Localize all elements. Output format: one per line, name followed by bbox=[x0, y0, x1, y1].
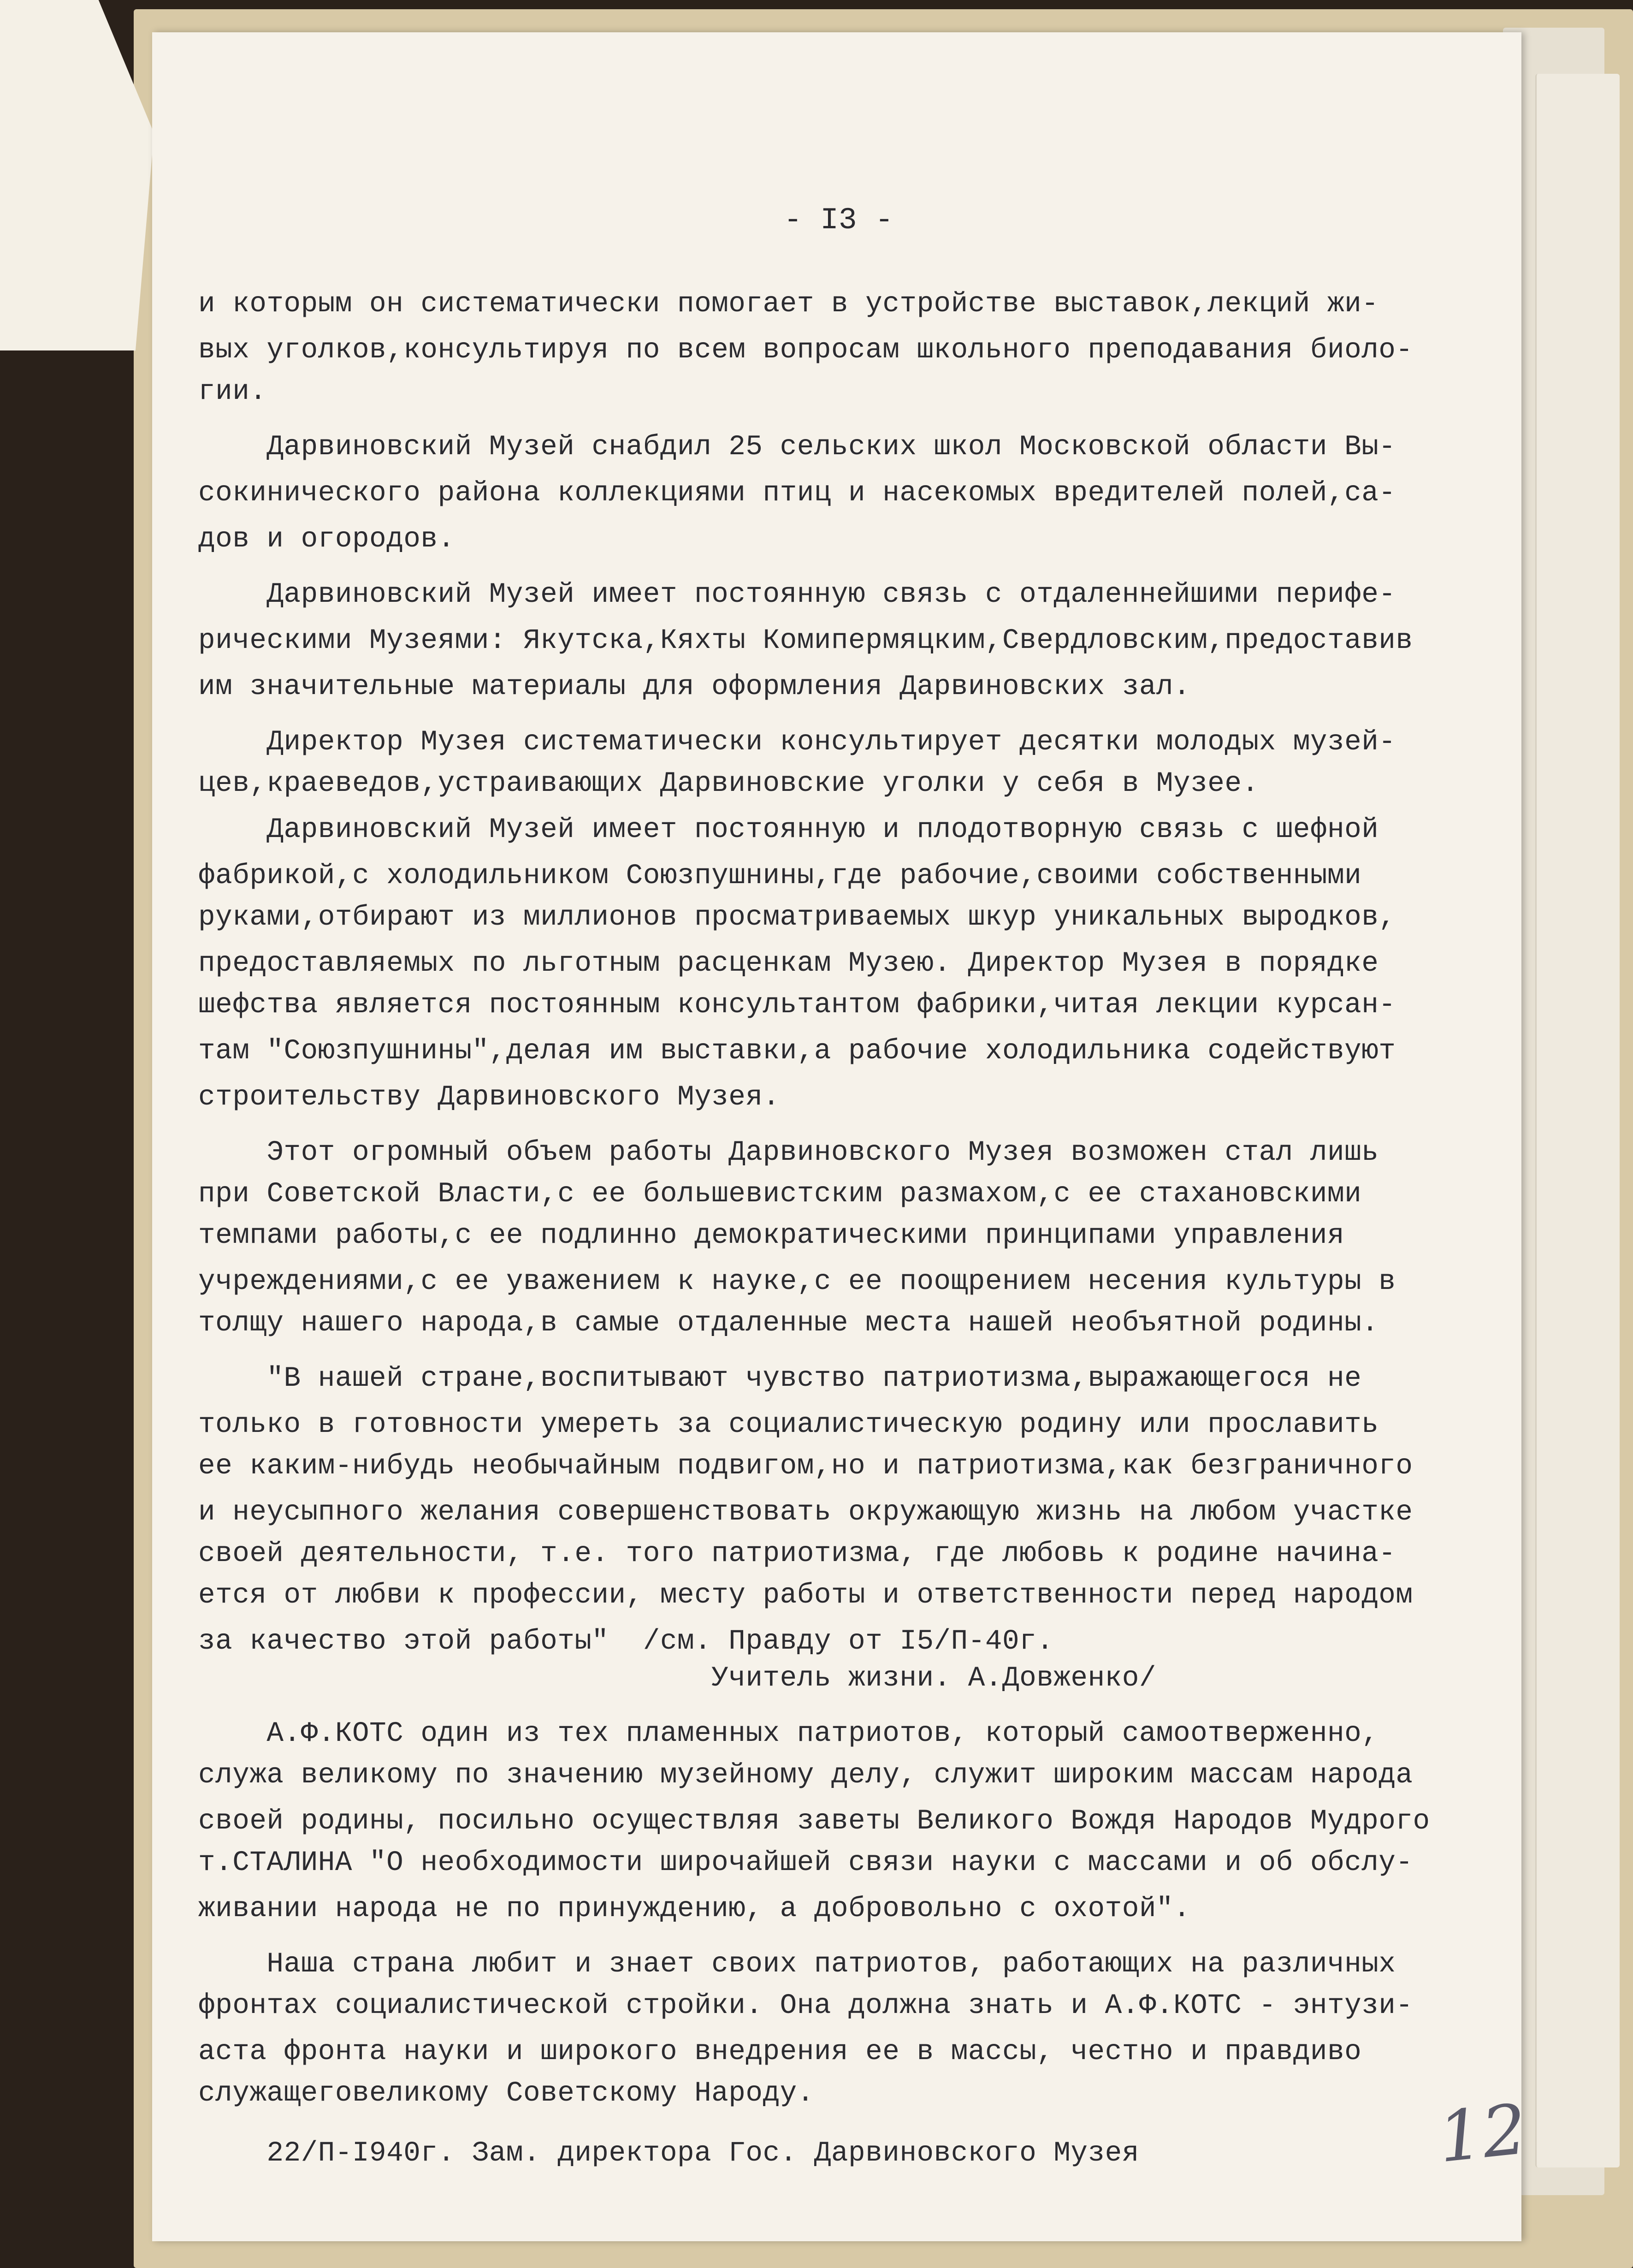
underlying-sheet-edge bbox=[1535, 74, 1620, 2167]
text-line: руками,отбирают из миллионов просматриваемых шкур уникальных выродков, bbox=[198, 902, 1396, 933]
quote-line: своей деятельности, т.е. того патриотизма, где любовь к родине начина- bbox=[198, 1538, 1396, 1570]
text-line: строительству Дарвиновского Музея. bbox=[198, 1081, 780, 1113]
text-line: при Советской Власти,с ее большевистским размахом,с ее стахановскими bbox=[198, 1178, 1362, 1210]
text-line: фабрикой,с холодильником Союзпушнины,где рабочие,своими собственными bbox=[198, 860, 1362, 892]
text-line: дов и огородов. bbox=[198, 523, 455, 555]
text-line: фронтах социалистической стройки. Она должна знать и А.Ф.КОТС - энтузи- bbox=[198, 1990, 1413, 2022]
page-number: - I3 - bbox=[784, 203, 893, 237]
quote-attribution: Учитель жизни. А.Довженко/ bbox=[198, 1662, 1156, 1694]
text-line: живании народа не по принуждению, а добровольно с охотой". bbox=[198, 1893, 1191, 1925]
text-line: А.Ф.КОТС один из тех пламенных патриотов, который самоотверженно, bbox=[198, 1718, 1379, 1750]
text-line: рическими Музеями: Якутска,Кяхты Комипермяцким,Свердловским,предоставив bbox=[198, 625, 1413, 657]
text-line: Этот огромный объем работы Дарвиновского Музея возможен стал лишь bbox=[198, 1137, 1379, 1169]
folded-page-corner bbox=[0, 0, 154, 350]
text-line: гии. bbox=[198, 376, 267, 408]
text-line: т.СТАЛИНА "О необходимости широчайшей связи науки с массами и об обслу- bbox=[198, 1847, 1413, 1879]
quote-line: и неусыпного желания совершенствовать окружающую жизнь на любом участке bbox=[198, 1496, 1413, 1528]
quote-line: за качество этой работы" /см. Правду от I5/П-40г. bbox=[198, 1626, 1054, 1657]
signature-line: 22/П-I940г. Зам. директора Гос. Дарвиновского Музея bbox=[198, 2137, 1139, 2169]
text-line: учреждениями,с ее уважением к науке,с ее поощрением несения культуры в bbox=[198, 1266, 1396, 1298]
archive-folio-number: 12 bbox=[1434, 2089, 1531, 2179]
text-line: там "Союзпушнины",делая им выставки,а рабочие холодильника содействуют bbox=[198, 1035, 1396, 1067]
text-line: вых уголков,консультируя по всем вопросам школьного преподавания биоло- bbox=[198, 334, 1413, 366]
text-line: цев,краеведов,устраивающих Дарвиновские уголки у себя в Музее. bbox=[198, 768, 1259, 800]
text-line: своей родины, посильно осуществляя заветы Великого Вождя Народов Мудрого bbox=[198, 1805, 1430, 1837]
text-line: шефства является постоянным консультантом фабрики,читая лекции курсан- bbox=[198, 989, 1396, 1021]
text-line: Наша страна любит и знает своих патриотов, работающих на различных bbox=[198, 1948, 1396, 1980]
text-line: им значительные материалы для оформления Дарвиновских зал. bbox=[198, 671, 1191, 703]
text-line: предоставляемых по льготным расценкам Музею. Директор Музея в порядке bbox=[198, 948, 1379, 980]
typed-page bbox=[152, 32, 1521, 2241]
quote-line: ется от любви к профессии, месту работы и ответственности перед народом bbox=[198, 1579, 1413, 1611]
text-line: Дарвиновский Музей снабдил 25 сельских школ Московской области Вы- bbox=[198, 431, 1396, 463]
text-line: толщу нашего народа,в самые отдаленные места нашей необъятной родины. bbox=[198, 1307, 1379, 1339]
text-line: и которым он систематически помогает в устройстве выставок,лекций жи- bbox=[198, 288, 1379, 320]
quote-line: "В нашей стране,воспитывают чувство патриотизма,выражающегося не bbox=[198, 1363, 1362, 1395]
quote-line: ее каким-нибудь необычайным подвигом,но и патриотизма,как безграничного bbox=[198, 1450, 1413, 1482]
text-line: аста фронта науки и широкого внедрения ее в массы, честно и правдиво bbox=[198, 2036, 1362, 2068]
text-line: Дарвиновский Музей имеет постоянную и плодотворную связь с шефной bbox=[198, 814, 1379, 846]
quote-line: только в готовности умереть за социалистическую родину или прославить bbox=[198, 1409, 1379, 1441]
text-line: служа великому по значению музейному делу, служит широким массам народа bbox=[198, 1759, 1413, 1791]
text-line: Дарвиновский Музей имеет постоянную связь с отдаленнейшими перифе- bbox=[198, 579, 1396, 611]
text-line: служащеговеликому Советскому Народу. bbox=[198, 2078, 814, 2109]
text-line: темпами работы,с ее подлинно демократическими принципами управления bbox=[198, 1220, 1345, 1252]
text-line: Директор Музея систематически консультирует десятки молодых музей- bbox=[198, 726, 1396, 758]
text-line: сокинического района коллекциями птиц и насекомых вредителей полей,са- bbox=[198, 477, 1396, 509]
